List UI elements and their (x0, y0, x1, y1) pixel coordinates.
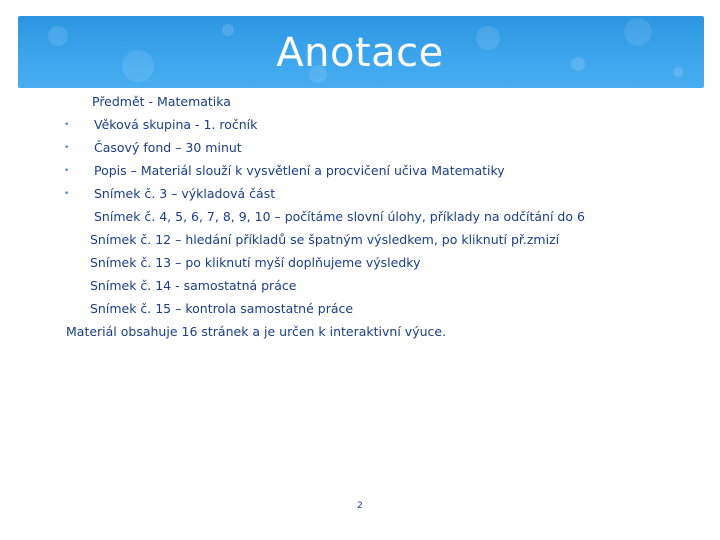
line-age-group: Věková skupina - 1. ročník (94, 117, 258, 132)
slide-title-text: Anotace (276, 30, 444, 76)
line-description: Popis – Materiál slouží k vysvětlení a procvičení učiva Matematiky (94, 163, 505, 178)
page-number: 2 (357, 501, 363, 511)
bullet-icon: • (64, 120, 70, 130)
bullet-icon: • (64, 166, 70, 176)
bullet-icon: • (64, 143, 70, 153)
bullet-icon: • (64, 189, 70, 199)
line-slide-15: Snímek č. 15 – kontrola samostatné práce (90, 301, 354, 316)
line-slide-3: Snímek č. 3 – výkladová část (94, 186, 276, 201)
line-slide-14: Snímek č. 14 - samostatná práce (90, 278, 297, 293)
line-time: Časový fond – 30 minut (94, 140, 242, 155)
line-summary: Materiál obsahuje 16 stránek a je určen k interaktivní výuce. (66, 324, 447, 339)
line-slides-4-10: Snímek č. 4, 5, 6, 7, 8, 9, 10 – počítáme slovní úlohy, příklady na odčítání do 6 (94, 209, 585, 224)
line-slide-12: Snímek č. 12 – hledání příkladů se špatným výsledkem, po kliknutí př.zmizí (90, 232, 560, 247)
line-slide-13: Snímek č. 13 – po kliknutí myší doplňujeme výsledky (90, 255, 421, 270)
line-subject: Předmět - Matematika (92, 94, 231, 109)
